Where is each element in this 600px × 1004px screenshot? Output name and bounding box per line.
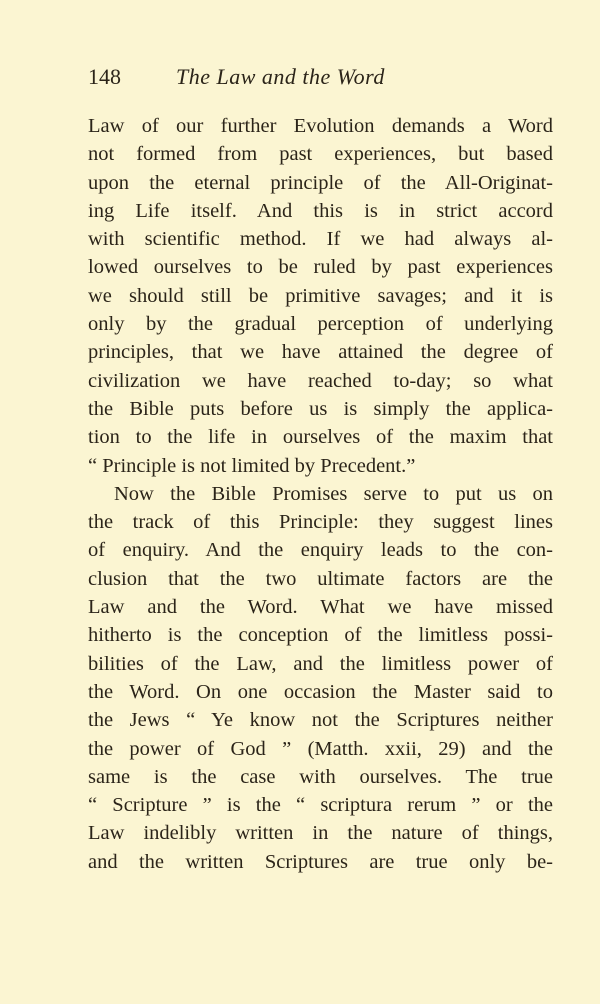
- text-line: Law indelibly written in the nature of things,: [88, 822, 553, 845]
- text-line: the power of God ” (Matth. xxii, 29) and the: [88, 737, 553, 760]
- text-line: hitherto is the conception of the limitless possi-: [88, 624, 553, 647]
- text-line: Now the Bible Promises serve to put us on: [114, 482, 553, 505]
- text-line: not formed from past experiences, but based: [88, 143, 553, 166]
- text-line: civilization we have reached to-day; so what: [88, 369, 553, 392]
- text-line: “ Scripture ” is the “ scriptura rerum ” or the: [88, 794, 553, 817]
- body-text: [88, 112, 553, 876]
- text-line: the Bible puts before us is simply the applica-: [88, 397, 553, 420]
- text-line: only by the gradual perception of underlying: [88, 313, 553, 336]
- text-line: same is the case with ourselves. The true: [88, 765, 553, 788]
- text-line: ing Life itself. And this is in strict accord: [88, 199, 553, 222]
- text-line: the track of this Principle: they suggest lines: [88, 511, 553, 534]
- text-line: principles, that we have attained the degree of: [88, 341, 553, 364]
- text-line: Law and the Word. What we have missed: [88, 596, 553, 619]
- running-title: The Law and the Word: [176, 64, 385, 89]
- text-line: of enquiry. And the enquiry leads to the con-: [88, 539, 553, 562]
- text-line: with scientific method. If we had always al-: [88, 228, 553, 251]
- page-number: 148: [88, 64, 121, 89]
- page-header: [88, 64, 553, 96]
- text-line: clusion that the two ultimate factors are the: [88, 567, 553, 590]
- text-line: and the written Scriptures are true only be-: [88, 850, 553, 873]
- text-line: bilities of the Law, and the limitless power of: [88, 652, 553, 675]
- text-line: Law of our further Evolution demands a Word: [88, 115, 553, 137]
- text-line: lowed ourselves to be ruled by past experiences: [88, 256, 553, 279]
- text-line: we should still be primitive savages; and it is: [88, 284, 553, 307]
- text-line: the Jews “ Ye know not the Scriptures neither: [88, 709, 553, 732]
- text-line: upon the eternal principle of the All-Originat-: [88, 171, 553, 194]
- text-line: the Word. On one occasion the Master said to: [88, 680, 553, 703]
- text-line: tion to the life in ourselves of the maxim that: [88, 426, 553, 449]
- text-line: “ Principle is not limited by Precedent.”: [88, 454, 416, 477]
